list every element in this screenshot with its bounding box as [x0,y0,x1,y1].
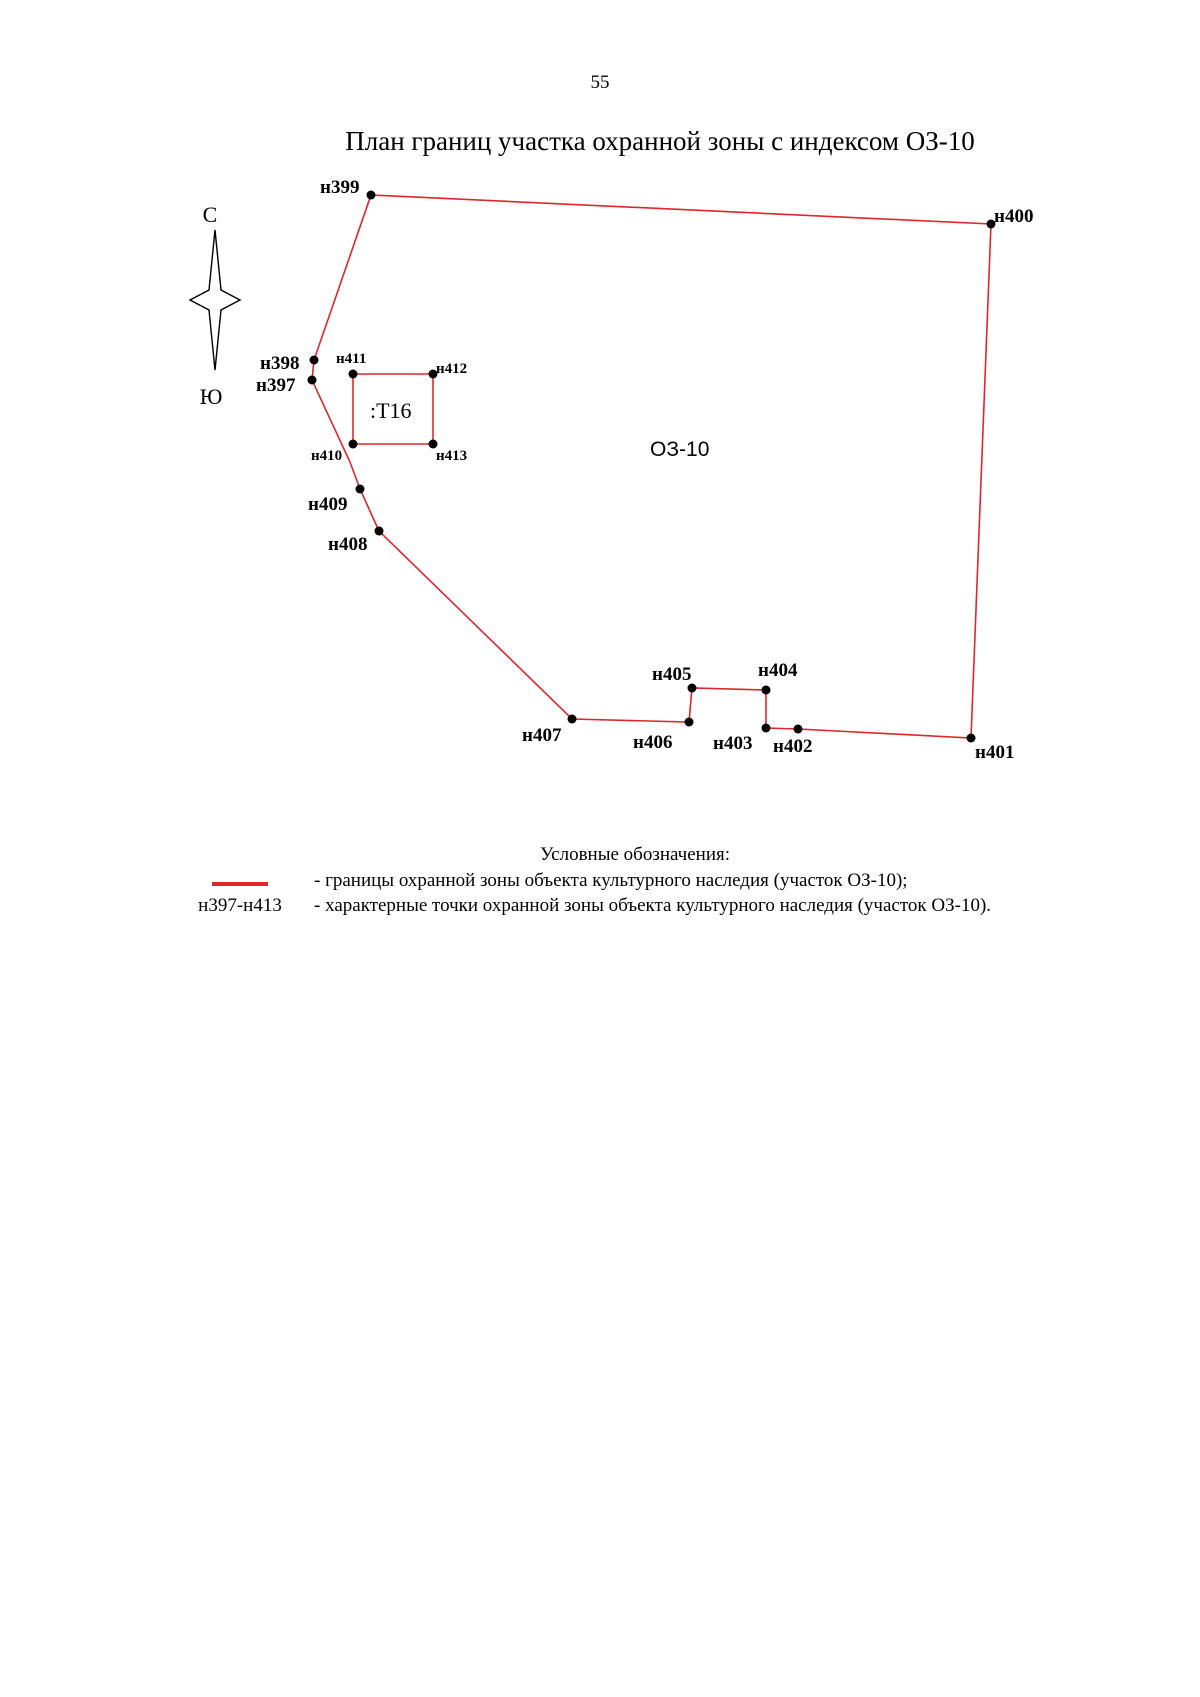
label-n406: н406 [633,732,673,753]
label-n400: н400 [994,206,1034,227]
label-n411: н411 [336,351,367,367]
point-n404 [762,686,771,695]
page-number: 55 [590,72,610,93]
subzone-label: :Т16 [370,398,412,423]
label-n404: н404 [758,660,798,681]
label-n408: н408 [328,534,368,555]
legend-item-points [0,895,1200,919]
compass-star-icon [190,230,240,370]
label-n402: н402 [773,736,813,757]
red-line-icon [212,882,268,886]
label-n403: н403 [713,733,753,754]
label-n397: н397 [256,375,296,396]
legend-item-boundary [0,870,1200,894]
legend-line-symbol [185,870,295,892]
label-n412: н412 [436,361,468,377]
legend-title: Условные обозначения: [540,844,731,865]
label-n401: н401 [975,742,1015,763]
point-n411 [349,370,358,379]
label-n409: н409 [308,494,348,515]
compass [190,202,240,409]
label-n407: н407 [522,725,562,746]
label-n405: н405 [652,664,692,685]
point-n406 [685,718,694,727]
legend-boundary-description: - границы охранной зоны объекта культурного наследия (участок ОЗ-10); [314,870,908,891]
legend-points-description: - характерные точки охранной зоны объекта культурного наследия (участок ОЗ-10). [314,895,992,916]
point-n398 [310,356,319,365]
point-n403 [762,724,771,733]
boundary-plan [0,0,1200,840]
compass-north-label: С [202,202,218,227]
page-title: План границ участка охранной зоны с индексом ОЗ-10 [345,126,975,156]
point-n399 [367,191,376,200]
point-n410 [349,440,358,449]
point-n407 [568,715,577,724]
point-labels [256,177,1033,763]
label-n398: н398 [260,353,300,374]
zone-label: ОЗ-10 [650,438,710,461]
point-n408 [375,527,384,536]
zone-boundary-outer [312,195,991,738]
legend-points-symbol: н397-н413 [198,895,282,916]
boundary-points [308,191,996,743]
point-n402 [794,725,803,734]
point-n409 [356,485,365,494]
label-n413: н413 [436,448,468,464]
label-n399: н399 [320,177,360,198]
label-n410: н410 [311,448,343,464]
compass-south-label: Ю [199,384,223,409]
point-n397 [308,376,317,385]
